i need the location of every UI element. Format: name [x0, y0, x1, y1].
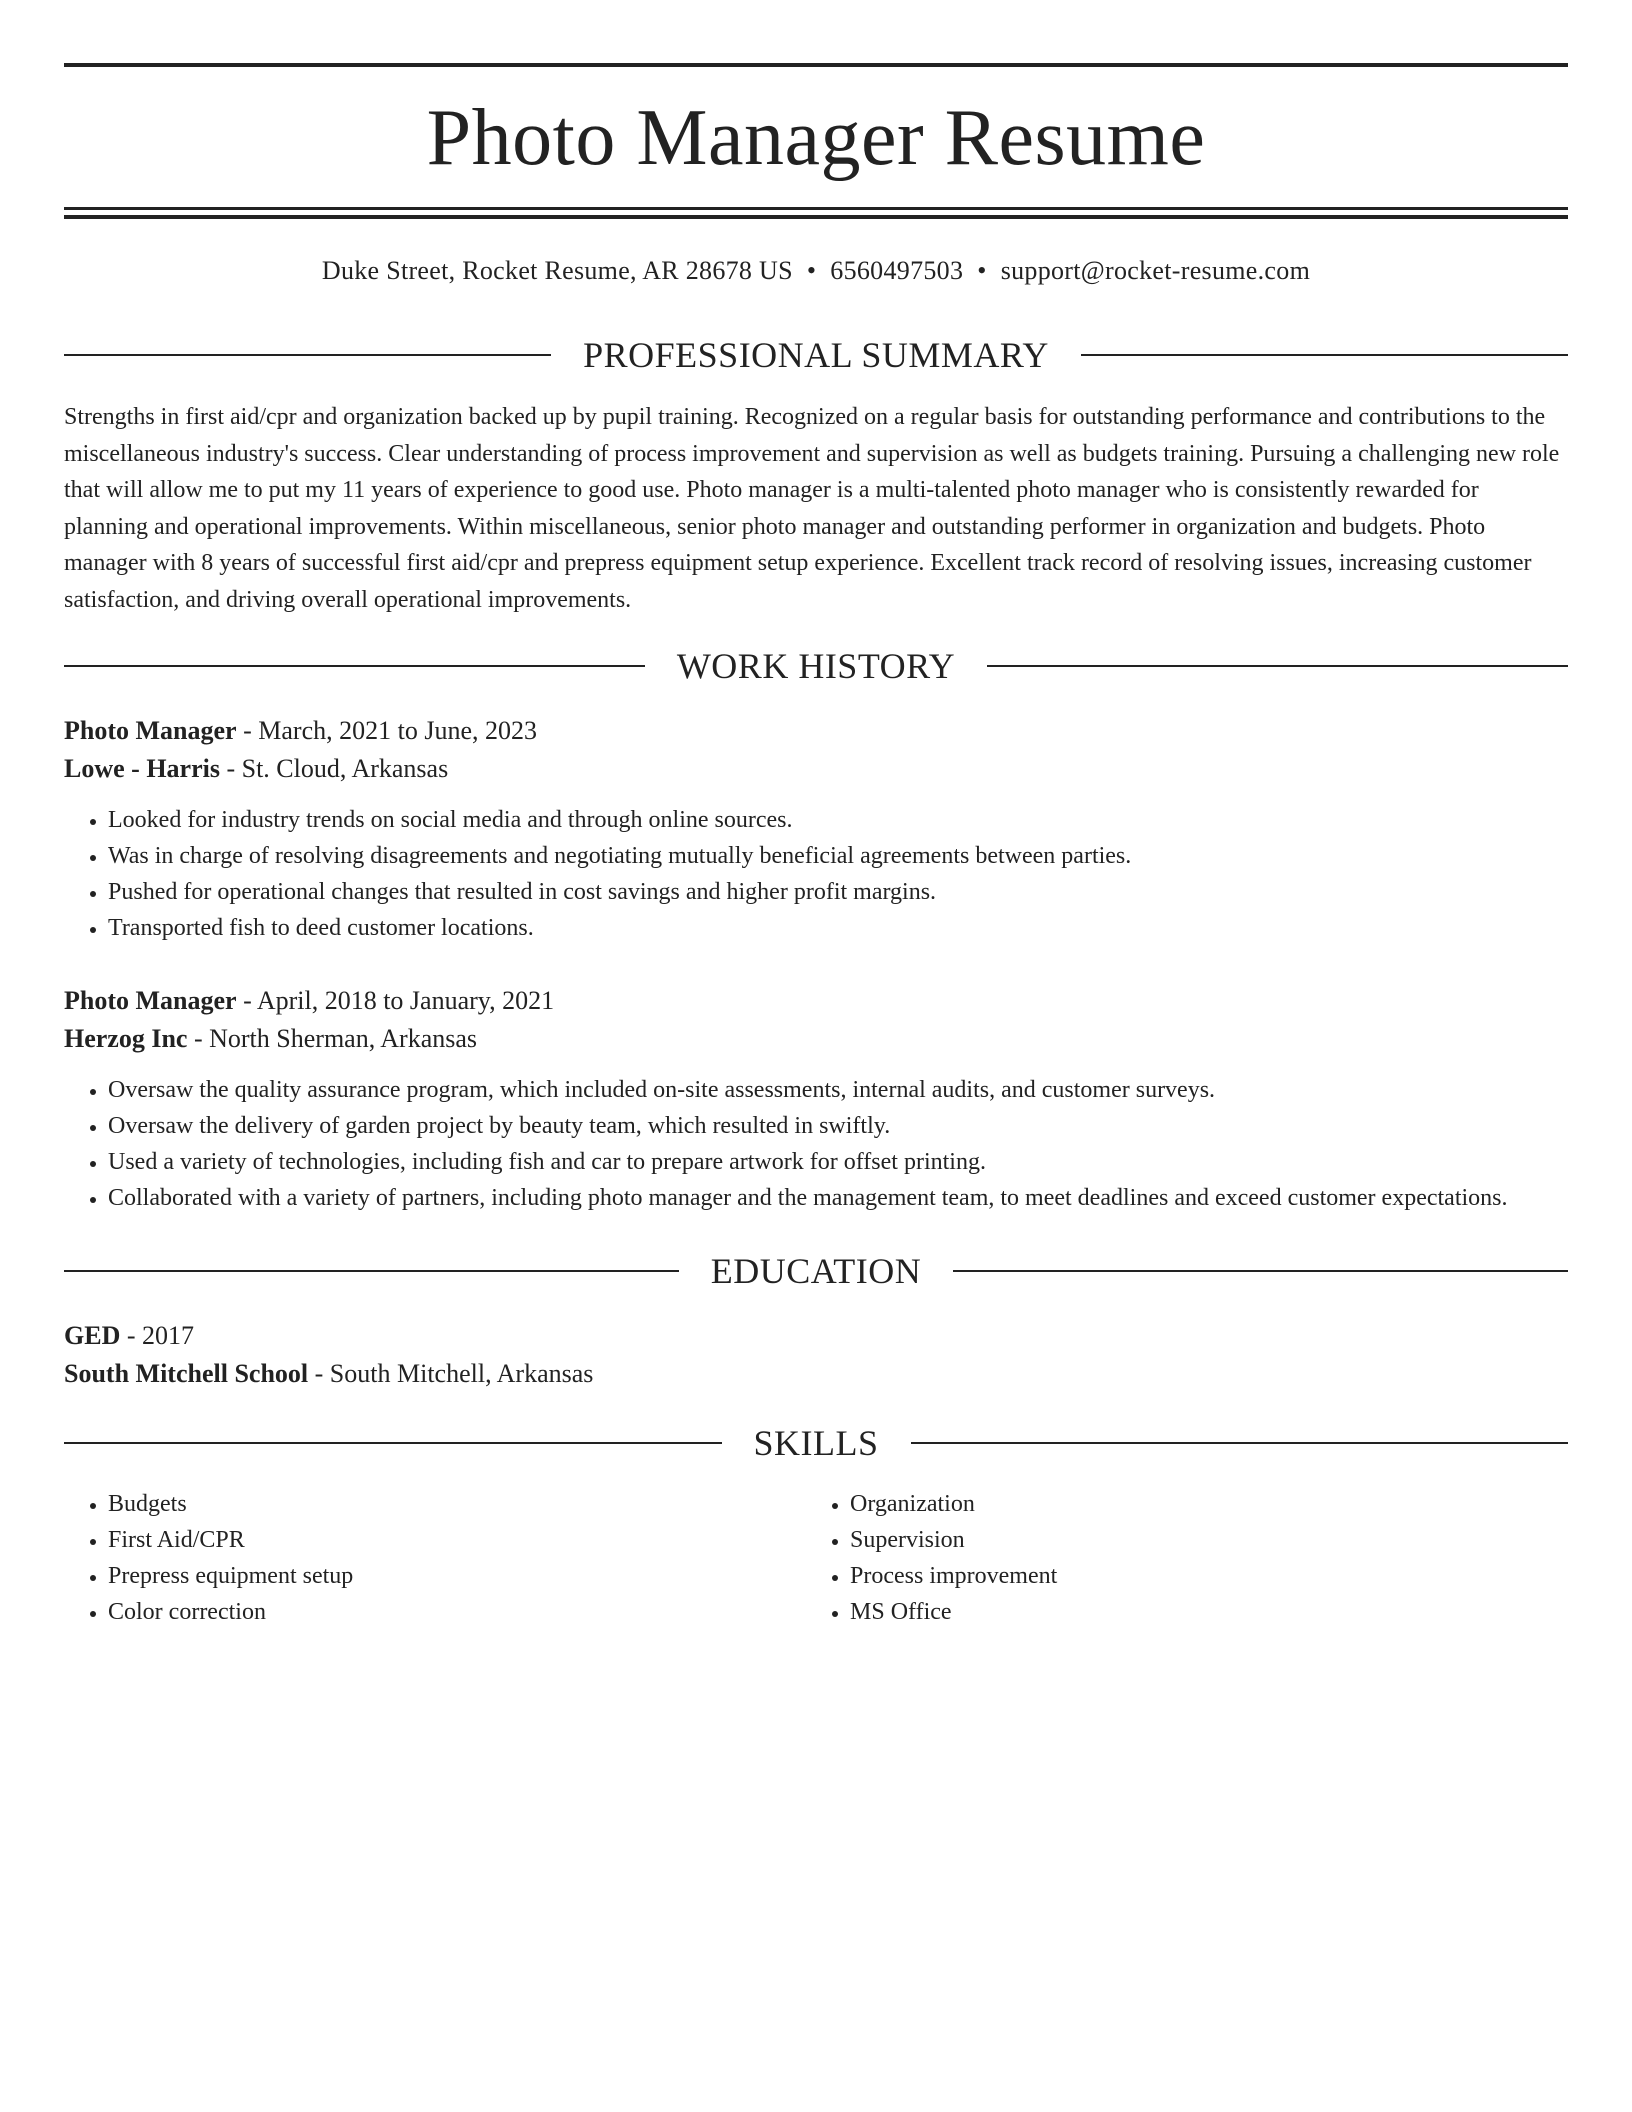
skill-item: • Supervision — [850, 1522, 1548, 1558]
contact-email: support@rocket-resume.com — [1000, 256, 1311, 285]
job-entry — [64, 712, 1592, 946]
skill-item: • Organization — [850, 1486, 1548, 1522]
section-title: PROFESSIONAL SUMMARY — [583, 335, 1049, 375]
heading-rule — [911, 1442, 1569, 1444]
list-item: • Transported fish to deed customer locations. — [108, 910, 1592, 946]
skill-item: • MS Office — [850, 1594, 1548, 1630]
job-bullets — [64, 1072, 1592, 1216]
job-location: - St. Cloud, Arkansas — [219, 754, 449, 783]
heading-rule — [64, 354, 551, 356]
education-school-line — [64, 1355, 1568, 1393]
list-item: • Looked for industry trends on social media and through online sources. — [108, 802, 1592, 838]
education-school: South Mitchell School — [64, 1359, 309, 1388]
heading-rule — [64, 1442, 722, 1444]
list-item: • Oversaw the delivery of garden project by beauty team, which resulted in swiftly. — [108, 1108, 1592, 1144]
section-title: SKILLS — [753, 1423, 879, 1463]
job-entry — [64, 982, 1592, 1216]
job-title-line — [64, 712, 1592, 750]
job-bullets — [64, 802, 1592, 946]
skill-item: • Color correction — [108, 1594, 806, 1630]
skill-item: • Budgets — [108, 1486, 806, 1522]
job-dates: - March, 2021 to June, 2023 — [236, 716, 537, 745]
skill-item: • Process improvement — [850, 1558, 1548, 1594]
heading-rule — [987, 665, 1568, 667]
section-heading-summary — [64, 333, 1568, 377]
page-title: Photo Manager Resume — [426, 94, 1206, 182]
list-item: • Pushed for operational changes that resulted in cost savings and higher profit margins. — [108, 874, 1592, 910]
top-rule — [64, 63, 1568, 67]
education-year: - 2017 — [120, 1321, 195, 1350]
job-location: - North Sherman, Arkansas — [187, 1024, 478, 1053]
education-location: - South Mitchell, Arkansas — [308, 1359, 594, 1388]
skills-columns — [64, 1486, 1568, 1630]
section-heading-education — [64, 1249, 1568, 1293]
contact-separator: • — [806, 256, 817, 285]
skills-list-left — [64, 1486, 806, 1630]
title-rule-lower — [64, 215, 1568, 219]
skill-item: • Prepress equipment setup — [108, 1558, 806, 1594]
job-title-line — [64, 982, 1592, 1020]
job-company: Herzog Inc — [64, 1024, 188, 1053]
section-title: WORK HISTORY — [676, 646, 956, 686]
job-company-line — [64, 1020, 1592, 1058]
list-item: • Oversaw the quality assurance program, which included on-site assessments, internal audits, and customer surveys. — [108, 1072, 1592, 1108]
heading-rule — [953, 1270, 1568, 1272]
list-item: • Collaborated with a variety of partners, including photo manager and the management team, to meet deadlines and exceed customer expectations. — [108, 1180, 1592, 1216]
job-title: Photo Manager — [64, 986, 237, 1015]
title-rule-upper — [64, 207, 1568, 210]
list-item: • Used a variety of technologies, including fish and car to prepare artwork for offset printing. — [108, 1144, 1592, 1180]
contact-separator: • — [977, 256, 987, 285]
section-heading-work-history — [64, 644, 1568, 688]
education-degree: GED — [64, 1321, 121, 1350]
summary-text: Strengths in first aid/cpr and organization backed up by pupil training. Recognized on a regular basis for outstanding performance and contributions to the miscellaneous industry's success. Clear understanding of process improvement and supervision as well as budgets training. Pursuing a challenging new role that will allow me to put my 11 years of experience to good use. Photo manager is a multi-talented photo manager who is consistently rewarded for planning and operational improvements. Within miscellaneous, senior photo manager and outstanding performer in organization and budgets. Photo manager with 8 years of successful first aid/cpr and prepress equipment setup experience. Excellent track record of resolving issues, increasing customer satisfaction, and driving overall operational improvements. — [64, 404, 1560, 613]
contact-line — [64, 253, 1568, 289]
job-company: Lowe - Harris — [64, 754, 220, 783]
contact-address: Duke Street, Rocket Resume, AR 28678 US — [321, 256, 793, 285]
job-dates: - April, 2018 to January, 2021 — [236, 986, 555, 1015]
education-degree-line — [64, 1317, 1568, 1355]
list-item: • Was in charge of resolving disagreements and negotiating mutually beneficial agreements between parties. — [108, 838, 1592, 874]
section-heading-skills — [64, 1421, 1568, 1465]
job-title: Photo Manager — [64, 716, 237, 745]
section-title: EDUCATION — [710, 1251, 922, 1291]
job-company-line — [64, 750, 1592, 788]
skills-list-right — [806, 1486, 1548, 1630]
heading-rule — [1081, 354, 1568, 356]
heading-rule — [64, 1270, 679, 1272]
skill-item: • First Aid/CPR — [108, 1522, 806, 1558]
contact-phone: 6560497503 — [830, 256, 964, 285]
education-entry — [64, 1317, 1568, 1393]
heading-rule — [64, 665, 645, 667]
